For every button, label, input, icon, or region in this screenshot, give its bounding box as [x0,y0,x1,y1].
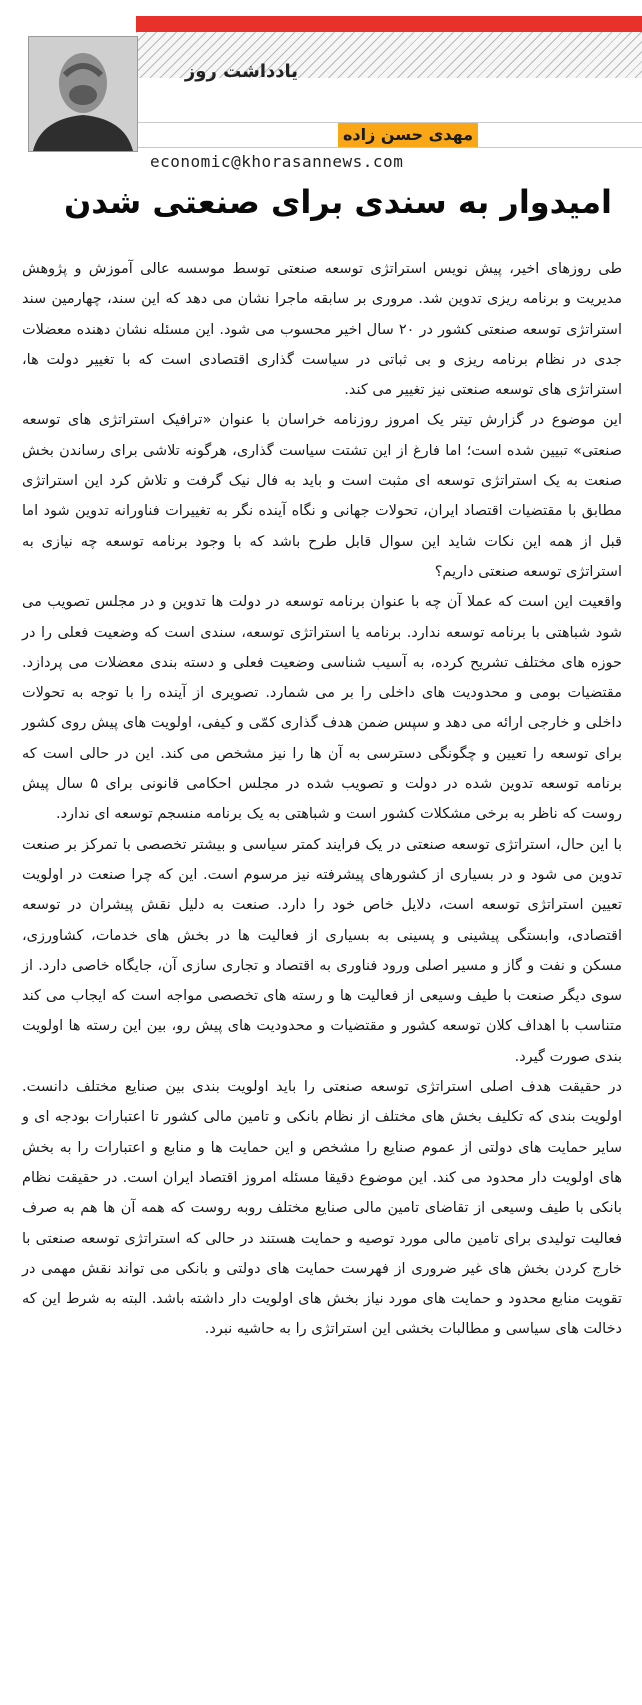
author-name: مهدی حسن زاده [338,123,478,147]
author-photo [28,36,138,152]
article-paragraph-5: در حقیقت هدف اصلی استراتژی توسعه صنعتی را باید اولویت بندی بین صنایع مختلف دانست. اولویت بندی که تکلیف بخش های مختلف از نظام بانکی و تامین مالی کشور تا اعتبارات بودجه ای و سایر حمایت های دولتی از عموم صنایع را مشخص و این حمایت ها و منابع و اعتبارات را به بخش های اولویت دار محدود می کند. این موضوع دقیقا مسئله امروز اقتصاد ایران است. در حقیقت نظام بانکی با طیف وسیعی از تقاضای تامین مالی صنایع مختلف روبه روست که همه آن ها هم به صرف فعالیت تولیدی برای تامین مالی مورد توصیه و حمایت هستند در حالی که استراتژی توسعه صنعتی با خارج کردن بخش های غیر ضروری از فهرست حمایت های دولتی و بانکی می تواند نقش مهمی در تقویت منابع محدود و حمایت های مورد نیاز بخش های اولویت دار داشته باشد. البته به شرط این که دخالت های سیاسی و مطالبات بخشی این استراتژی را به حاشیه نبرد. [22,1079,622,1338]
article-paragraph-4: با این حال، استراتژی توسعه صنعتی در یک فرایند کمتر سیاسی و بیشتر تخصصی با تمرکز بر صنعت تدوین می شود و در بسیاری از کشورهای پیشرفته نیز مرسوم است. این که چرا صنعت در اولویت تعیین استراتژی توسعه است، دلایل خاص خود را دارد. صنعت به دلیل نقش پیشران در توسعه اقتصادی، وابستگی پیشینی و پسینی به بسیاری از فعالیت ها در بخش های خدمات، کشاورزی، مسکن و نفت و گاز و مسیر اصلی ورود فناوری به اقتصاد و تجاری سازی آن، جایگاه خاصی دارد. از سوی دیگر صنعت با طیف وسیعی از فعالیت ها و رسته های تخصصی مواجه است که ایجاب می کند متناسب با اهداف کلان توسعه کشور و مقتضیات و محدودیت های پیش رو، بین این رسته ها اولویت بندی صورت گیرد. [22,836,622,1065]
author-email[interactable]: economic@khorasannews.com [150,152,404,171]
author-photo-icon [29,37,137,151]
article-paragraph-1: طی روزهای اخیر، پیش نویس استراتژی توسعه صنعتی توسط موسسه عالی آموزش و پژوهش مدیریت و برنامه ریزی تدوین شد. مروری بر سابقه ماجرا نشان می دهد که این سند، چهارمین سند استراتژی توسعه صنعتی کشور در ۲۰ سال اخیر محسوب می شود. این مسئله نشان دهنده معضلات جدی در نظام برنامه ریزی و بی ثباتی در سیاست گذاری اقتصادی است که با تغییر دولت ها، استراتژی های توسعه صنعتی نیز تغییر می کند. [22,261,622,399]
article-headline: امیدوار به سندی برای صنعتی شدن [63,183,612,221]
article-paragraph-3: واقعیت این است که عملا آن چه با عنوان برنامه توسعه در دولت ها تدوین و در مجلس تصویب می شود شباهتی با برنامه توسعه ندارد. برنامه یا استراتژی توسعه، سندی است که وضعیت فعلی را در حوزه های مختلف تشریح کرده، به آسیب شناسی وضعیت فعلی و دسته بندی معضلات می پردازد. مقتضیات بومی و محدودیت های داخلی را بر می شمارد. تصویری از آینده را با توجه به تحولات داخلی و خارجی ارائه می دهد و سپس ضمن هدف گذاری کمّی و کیفی، اولویت های پیش روی کشور برای توسعه را تعیین و چگونگی دسترسی به آن ها را نیز مشخص می کند. این در حالی است که برنامه توسعه تدوین شده در دولت و تصویب شده در مجلس احکامی قانونی برای ۵ سال پیش روست که ناظر به برخی مشکلات کشور است و شباهتی به یک برنامه منسجم توسعه ای ندارد. [22,594,623,823]
header-red-strip [136,16,642,32]
article-paragraph-2: این موضوع در گزارش تیتر یک امروز روزنامه خراسان با عنوان «ترافیک استراتژی های توسعه صنعتی» تبیین شده است؛ اما فارغ از این تشتت سیاست گذاری، هرگونه تلاشی برای رساندن بخش صنعت به یک استراتژی توسعه ای مثبت است و باید به فال نیک گرفت و تلاش کرد این استراتژی مطابق با مقتضیات اقتصاد ایران، تحولات جهانی و نگاه آینده نگر به تغییرات فناورانه تدوین شود اما قبل از همه این نکات شاید این سوال قابل طرح باشد که با وجود برنامه توسعه چه نیازی به استراتژی توسعه صنعتی داریم؟ [22,412,622,580]
column-label: یادداشت روز [184,61,298,82]
article-body [22,254,622,1345]
